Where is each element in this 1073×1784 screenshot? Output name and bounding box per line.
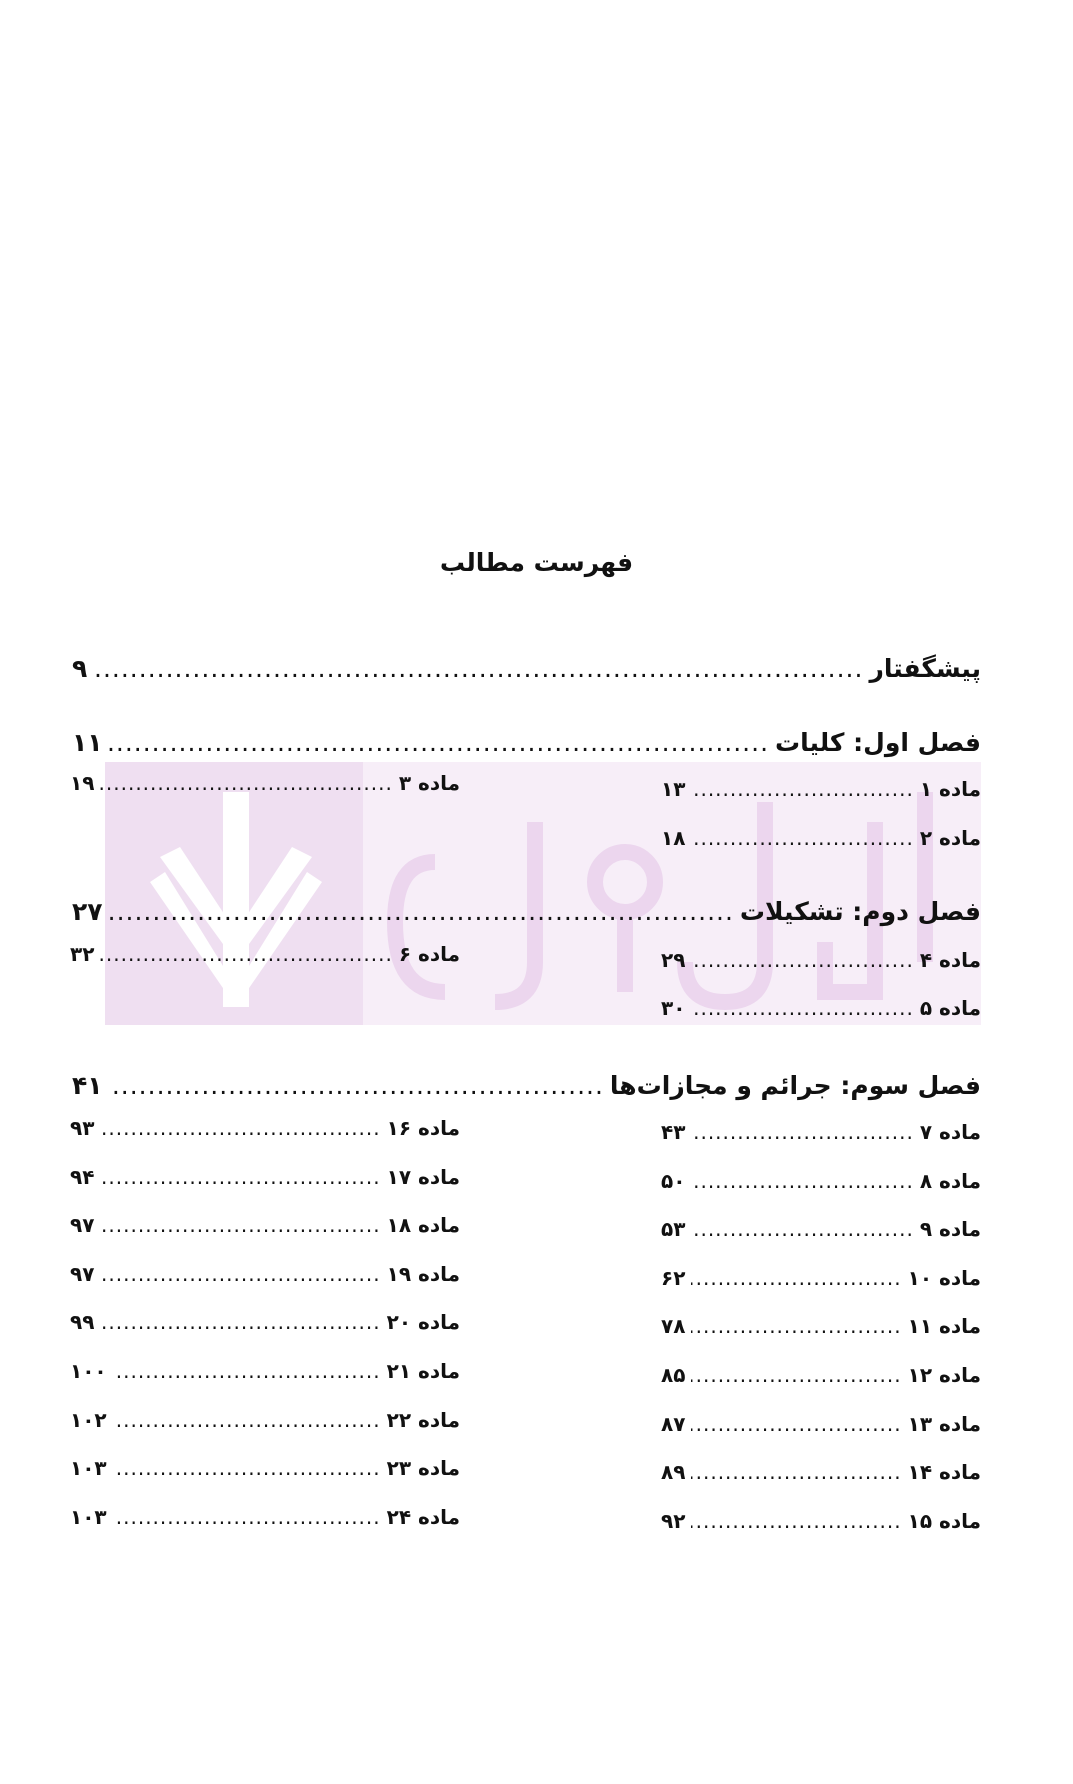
toc-label: ماده ۱۵ bbox=[907, 1508, 981, 1533]
toc-label: ماده ۱۰ bbox=[907, 1265, 981, 1290]
toc-label: ماده ۱ bbox=[919, 777, 981, 801]
toc-entry-row[interactable] bbox=[661, 948, 981, 972]
toc-label: ماده ۲۴ bbox=[386, 1504, 460, 1529]
toc-page-number: ۱۰۲ bbox=[70, 1407, 107, 1432]
toc-label: ماده ۲۲ bbox=[386, 1407, 460, 1432]
dot-leader bbox=[113, 1359, 381, 1383]
dot-leader bbox=[113, 1505, 381, 1529]
watermark-logo bbox=[105, 762, 981, 1025]
toc-page-number: ۴۳ bbox=[661, 1120, 686, 1144]
dot-leader bbox=[100, 771, 392, 795]
dot-leader bbox=[100, 1213, 380, 1237]
toc-page-number: ۸۹ bbox=[661, 1460, 686, 1485]
dot-leader bbox=[113, 1408, 381, 1432]
dot-leader bbox=[100, 1310, 380, 1334]
dot-leader bbox=[109, 1071, 604, 1100]
toc-entry-row[interactable] bbox=[70, 1408, 460, 1432]
toc-page-number: ۶۲ bbox=[661, 1265, 686, 1290]
toc-label: ماده ۴ bbox=[919, 948, 981, 972]
toc-label: ماده ۱۱ bbox=[907, 1314, 981, 1339]
toc-label: ماده ۸ bbox=[919, 1168, 981, 1193]
toc-label: ماده ۷ bbox=[919, 1120, 981, 1144]
toc-entry-row[interactable] bbox=[661, 1412, 981, 1436]
toc-page-number: ۹ bbox=[72, 654, 88, 683]
toc-heading-row[interactable] bbox=[72, 654, 981, 683]
toc-label: ماده ۵ bbox=[919, 996, 981, 1020]
toc-entry-row[interactable] bbox=[70, 1262, 460, 1286]
toc-page-number: ۲۹ bbox=[661, 948, 686, 972]
dot-leader bbox=[100, 1116, 380, 1140]
toc-page-number: ۳۲ bbox=[70, 942, 95, 966]
toc-page-number: ۲۷ bbox=[72, 897, 103, 926]
dot-leader bbox=[100, 1165, 380, 1189]
dot-leader bbox=[93, 654, 863, 683]
toc-label: ماده ۱۸ bbox=[386, 1213, 460, 1238]
toc-label: ماده ۱۷ bbox=[386, 1164, 460, 1189]
toc-page-number: ۱۰۳ bbox=[70, 1456, 107, 1481]
toc-page-number: ۹۲ bbox=[661, 1508, 686, 1533]
toc-entry-row[interactable] bbox=[661, 996, 981, 1020]
dot-leader bbox=[691, 826, 913, 850]
dot-leader bbox=[109, 728, 769, 757]
dot-leader bbox=[691, 1363, 901, 1387]
toc-page-number: ۸۵ bbox=[661, 1363, 686, 1387]
toc-entry-row[interactable] bbox=[70, 1310, 460, 1334]
toc-page-number: ۸۷ bbox=[661, 1411, 686, 1436]
toc-page-number: ۹۳ bbox=[70, 1116, 95, 1140]
toc-entry-row[interactable] bbox=[70, 771, 460, 795]
toc-heading-row[interactable] bbox=[72, 897, 981, 926]
toc-entry-row[interactable] bbox=[70, 1456, 460, 1480]
toc-page-number: ۷۸ bbox=[661, 1314, 686, 1339]
toc-page-number: ۳۰ bbox=[661, 996, 686, 1020]
toc-entry-row[interactable] bbox=[661, 1460, 981, 1484]
toc-entry-row[interactable] bbox=[70, 1165, 460, 1189]
toc-entry-row[interactable] bbox=[661, 1217, 981, 1241]
dot-leader bbox=[100, 1262, 380, 1286]
toc-page-number: ۱۳ bbox=[661, 777, 686, 801]
toc-label: ماده ۱۴ bbox=[907, 1460, 981, 1485]
toc-label: ماده ۲ bbox=[919, 826, 981, 850]
toc-page-number: ۹۹ bbox=[70, 1310, 95, 1335]
dot-leader bbox=[691, 1509, 901, 1533]
toc-page-number: ۹۷ bbox=[70, 1261, 95, 1286]
toc-entry-row[interactable] bbox=[661, 826, 981, 850]
toc-label: ماده ۱۲ bbox=[907, 1363, 981, 1387]
dot-leader bbox=[100, 942, 392, 966]
dot-leader bbox=[691, 948, 913, 972]
toc-label: فصل دوم: تشکیلات bbox=[739, 897, 981, 926]
toc-page-number: ۴۱ bbox=[72, 1071, 103, 1100]
toc-page-number: ۱۹ bbox=[70, 771, 95, 795]
toc-page-number: ۵۰ bbox=[661, 1168, 686, 1193]
toc-page-number: ۱۸ bbox=[661, 826, 686, 850]
dot-leader bbox=[691, 777, 913, 801]
dot-leader bbox=[691, 1266, 901, 1290]
toc-label: ماده ۳ bbox=[398, 771, 460, 795]
toc-label: ماده ۲۱ bbox=[386, 1359, 460, 1383]
toc-entry-row[interactable] bbox=[661, 1509, 981, 1533]
toc-label: فصل اول: کلیات bbox=[775, 728, 981, 757]
toc-label: ماده ۲۳ bbox=[386, 1456, 460, 1481]
dot-leader bbox=[691, 1169, 913, 1193]
toc-label: ماده ۱۹ bbox=[386, 1261, 460, 1286]
toc-page-number: ۹۴ bbox=[70, 1164, 95, 1189]
toc-heading-row[interactable] bbox=[72, 728, 981, 757]
dot-leader bbox=[691, 1120, 913, 1144]
toc-entry-row[interactable] bbox=[70, 1116, 460, 1140]
toc-entry-row[interactable] bbox=[70, 942, 460, 966]
dot-leader bbox=[691, 1217, 913, 1241]
toc-page-number: ۱۰۰ bbox=[70, 1359, 107, 1383]
toc-entry-row[interactable] bbox=[661, 1314, 981, 1338]
toc-entry-row[interactable] bbox=[70, 1505, 460, 1529]
dot-leader bbox=[691, 996, 913, 1020]
dot-leader bbox=[109, 897, 734, 926]
toc-entry-row[interactable] bbox=[661, 1120, 981, 1144]
dot-leader bbox=[691, 1412, 901, 1436]
toc-entry-row[interactable] bbox=[661, 777, 981, 801]
page-title: فهرست مطالب bbox=[439, 548, 634, 577]
toc-entry-row[interactable] bbox=[70, 1359, 460, 1383]
dot-leader bbox=[691, 1460, 901, 1484]
dot-leader bbox=[691, 1314, 901, 1338]
toc-label: فصل سوم: جرائم و مجازات‌ها bbox=[609, 1071, 981, 1100]
toc-page-number: ۱۱ bbox=[72, 728, 103, 757]
toc-entry-row[interactable] bbox=[661, 1266, 981, 1290]
toc-label: ماده ۶ bbox=[398, 942, 460, 966]
toc-label: ماده ۹ bbox=[919, 1217, 981, 1242]
toc-label: ماده ۱۳ bbox=[907, 1411, 981, 1436]
toc-label: پیشگفتار bbox=[869, 654, 981, 683]
toc-label: ماده ۱۶ bbox=[386, 1116, 460, 1140]
toc-page-number: ۱۰۳ bbox=[70, 1504, 107, 1529]
toc-heading-row[interactable] bbox=[72, 1071, 981, 1100]
toc-entry-row[interactable] bbox=[661, 1363, 981, 1387]
toc-label: ماده ۲۰ bbox=[386, 1310, 460, 1335]
toc-page-number: ۵۳ bbox=[661, 1217, 686, 1242]
toc-entry-row[interactable] bbox=[70, 1213, 460, 1237]
toc-entry-row[interactable] bbox=[661, 1169, 981, 1193]
toc-page-number: ۹۷ bbox=[70, 1213, 95, 1238]
dot-leader bbox=[113, 1456, 381, 1480]
